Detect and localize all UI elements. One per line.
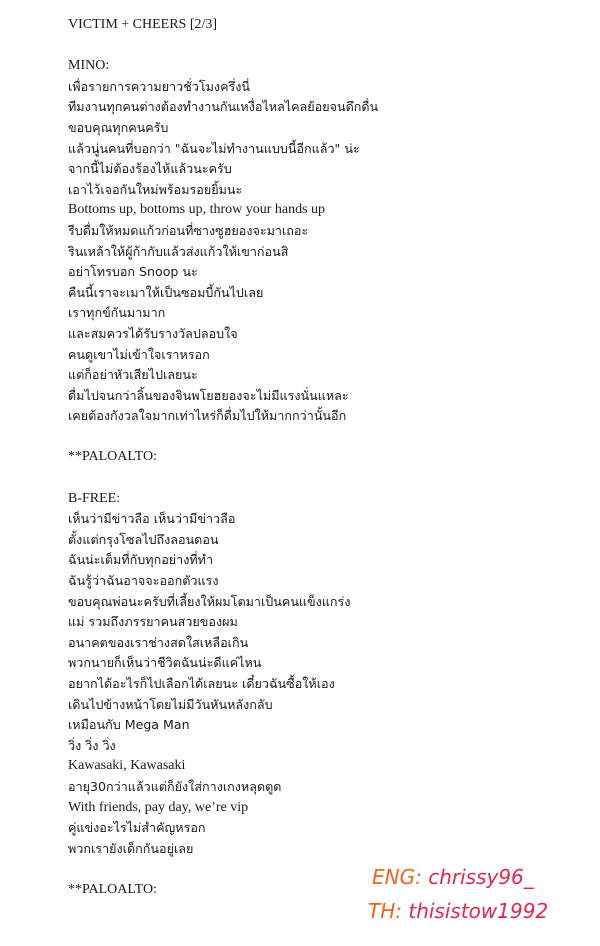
lyric-line: อยากได้อะไรก็ไปเลือกได้เลยนะ เดี๋ยวฉันซื้อให้เอง bbox=[68, 676, 335, 691]
lyric-line: With friends, pay day, we’re vip bbox=[68, 799, 249, 815]
lyric-line: ขอบคุณพ่อนะครับที่เลี้ยงให้ผมโตมาเป็นคนแข็งแกร่ง bbox=[68, 593, 351, 609]
lyric-line: อย่าโทรบอก Snoop นะ bbox=[68, 264, 198, 280]
lyric-line: รินเหล้าให้ผู้ก้ากับแล้วส่งแก้วให้เขาก่อนสิ bbox=[68, 243, 289, 259]
spacer bbox=[68, 427, 588, 448]
thai-translator-name: thisistow1992 bbox=[408, 899, 549, 923]
lyric-line: ทีมงานทุกคนต่างต้องทำงานกันเหงื่อไหลไคลย้อยจนดึกดื่น bbox=[68, 99, 379, 115]
lyric-line: แต่ก็อย่าหัวเสียไปเลยนะ bbox=[68, 367, 198, 383]
lyric-line: Kawasaki, Kawasaki bbox=[68, 758, 186, 774]
lyric-line: เอาไว้เจอกันใหม่พร้อมรอยยิ้มนะ bbox=[68, 181, 243, 197]
speaker-label: **PALOALTO: bbox=[68, 449, 157, 465]
lyric-line: ฉันรู้ว่าฉันอาจจะออกตัวแรง bbox=[68, 573, 219, 589]
lyric-line: แล้วนู่นคนที่บอกว่า "ฉันจะไม่ทำงานแบบนี้อีกแล้ว" น่ะ bbox=[68, 140, 360, 156]
lyric-line: แม่ รวมถึงภรรยาคนสวยของผม bbox=[68, 614, 238, 630]
lyric-line: พวกเรายังเด็กกันอยู่เลย bbox=[68, 840, 194, 856]
lyric-line: อายุ30กว่าแล้วแต่ก็ยังใส่กางเกงหลุดตูด bbox=[68, 778, 282, 794]
lyric-line: พวกนายก็เห็นว่าชีวิตฉันน่ะดีแค่ไหน bbox=[68, 655, 262, 671]
speaker-label: **PALOALTO: bbox=[68, 881, 157, 897]
lyric-line: คนดูเขาไม่เข้าใจเราหรอก bbox=[68, 346, 210, 362]
speaker-label: B-FREE: bbox=[68, 490, 121, 506]
lyric-line: จากนี้ไม่ต้องร้องไห้แล้วนะครับ bbox=[68, 161, 232, 177]
lyric-line: เพื่อรายการความยาวชั่วโมงครึ่งนี่ bbox=[68, 78, 251, 94]
translation-credits bbox=[368, 860, 549, 928]
lyric-line: ฉันน่ะเต็มที่กับทุกอย่างที่ทำ bbox=[68, 552, 214, 568]
speaker-label: MINO: bbox=[68, 58, 110, 74]
lyric-line: เคยต้องกังวลใจมากเท่าไหร่ก็ดื่มไปให้มากกว่านั้นอีก bbox=[68, 408, 347, 424]
spacer bbox=[68, 468, 588, 489]
lyric-line: คืนนี้เราจะเมาให้เป็นซอมบี้กันไปเลย bbox=[68, 284, 264, 300]
lyric-line: Bottoms up, bottoms up, throw your hands up bbox=[68, 202, 326, 218]
lyric-line: รีบดื่มให้หมดแก้วก่อนที่ซางซูฮยองจะมาเถอะ bbox=[68, 222, 309, 238]
lyric-line: ตั้งแต่กรุงโซลไปถึงลอนดอน bbox=[68, 531, 219, 547]
lyrics-document bbox=[68, 15, 588, 901]
english-translator-name: chrissy96_ bbox=[428, 865, 534, 889]
lyric-line: เราทุกข์กันมามาก bbox=[68, 305, 166, 321]
spacer bbox=[68, 36, 588, 57]
lyric-line: เห็นว่ามีข่าวลือ เห็นว่ามีข่าวลือ bbox=[68, 511, 236, 527]
lyric-line: วิ่ง วิ่ง วิ่ง bbox=[68, 737, 116, 753]
lyric-line: คู่แข่งอะไรไม่สำคัญหรอก bbox=[68, 820, 206, 836]
document-title: VICTIM + CHEERS [2/3] bbox=[68, 17, 218, 32]
lyric-line: อนาคตของเราช่างสดใสเหลือเกิน bbox=[68, 634, 249, 650]
lyric-line: เหมือนกับ Mega Man bbox=[68, 717, 190, 733]
lyric-line: ขอบคุณทุกคนครับ bbox=[68, 119, 169, 135]
lyrics-sections bbox=[68, 56, 588, 900]
lyric-line: เดินไปข้างหน้าโดยไม่มีวันหันหลังกลับ bbox=[68, 696, 273, 712]
thai-credit-label: TH: bbox=[368, 899, 402, 923]
english-credit-label: ENG: bbox=[372, 865, 422, 889]
thai-credit bbox=[368, 894, 548, 928]
lyric-line: และสมควรได้รับรางวัลปลอบใจ bbox=[68, 325, 238, 341]
english-credit bbox=[372, 860, 548, 894]
lyric-line: ดื่มไปจนกว่าลิ้นของจินพโยฮยองจะไม่มีแรงนั่นแหละ bbox=[68, 387, 349, 403]
